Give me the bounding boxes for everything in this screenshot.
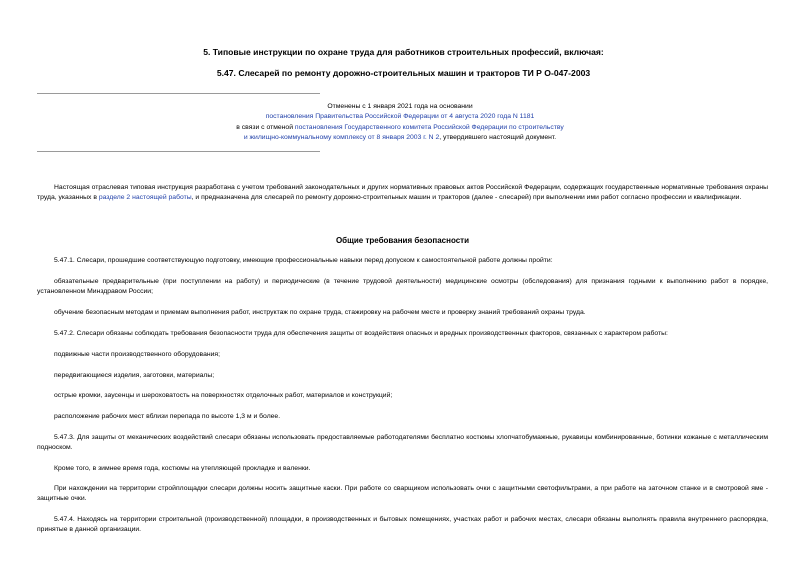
notice-link-gosstroy-decree-a[interactable]: постановления Государственного комитета Российской Федерации по строительству (294, 123, 564, 131)
paragraph: обязательные предварительные (при поступлении на работу) и периодические (в течение трудовой деятельности) медицинские осмотры (обследования) для признания годными к выполнению работ в порядке, установленном Минздравом России; (37, 278, 768, 296)
paragraph: При нахождении на территории стройплощадки слесари должны носить защитные каски. При работе со сварщиком использовать очки с защитными светофильтрами, а при работе на заточном станке и в смотровой яме - защитные очки. (37, 485, 768, 503)
paragraph: 5.47.4. Находясь на территории строительной (производственной) площадки, в производственных и бытовых помещениях, участках работ и рабочих местах, слесари обязаны выполнять правила внутреннего распорядка, принятые в данной организации. (37, 516, 768, 534)
paragraph: Кроме того, в зимнее время года, костюмы на утепляющей прокладке и валенки. (54, 465, 311, 472)
paragraph: расположение рабочих мест вблизи перепада по высоте 1,3 м и более. (54, 413, 281, 420)
link-section-2[interactable]: разделе 2 настоящей работы (98, 194, 192, 202)
section-title: Общие требования безопасности (335, 236, 470, 245)
paragraph: острые кромки, заусенцы и шероховатость на поверхностях отделочных работ, материалов и конструкций; (54, 392, 393, 399)
document-body (37, 0, 768, 571)
paragraph: передвигающиеся изделия, заготовки, материалы; (54, 372, 215, 379)
intro-paragraph: Настоящая отраслевая типовая инструкция разработана с учетом требований законодательных и других нормативных правовых актов Российской Федерации, содержащих государственные нормативные требования охраны труда, указанных в разделе 2 настоящей работы, и предназначена для слесарей по ремонту дорожно-строительных машин и тракторов (далее - слесарей) при выполнении ими работ согласно профессии и квалификации. (37, 184, 768, 202)
notice-link-government-decree[interactable]: постановления Правительства Российской Федерации от 4 августа 2020 года N 1181 (265, 113, 535, 121)
document-heading-section: 5. Типовые инструкции по охране труда для работников строительных профессий, включая: (203, 47, 604, 57)
paragraph: подвижные части производственного оборудования; (54, 351, 220, 358)
document-heading-title: 5.47. Слесарей по ремонту дорожно-строительных машин и тракторов ТИ Р О-047-2003 (216, 68, 591, 78)
notice-line-3-prefix: в связи с отменой (236, 123, 293, 131)
paragraph: 5.47.2. Слесари обязаны соблюдать требования безопасности труда для обеспечения защиты от воздействия опасных и вредных производственных факторов, связанных с характером работы: (54, 330, 668, 337)
paragraph: 5.47.3. Для защиты от механических воздействий слесари обязаны использовать предоставляемые работодателями бесплатно костюмы хлопчатобумажные, рукавицы комбинированные, ботинки кожаные с металлическим подноском. (37, 434, 768, 452)
paragraph: 5.47.1. Слесари, прошедшие соответствующую подготовку, имеющие профессиональные навыки перед допуском к самостоятельной работе должны пройти: (54, 257, 553, 264)
notice-link-gosstroy-decree-b[interactable]: и жилищно-коммунальному комплексу от 8 января 2003 г. N 2 (243, 133, 440, 141)
notice-line-4-suffix: , утвердившего настоящий документ. (439, 133, 557, 141)
paragraph: обучение безопасным методам и приемам выполнения работ, инструктаж по охране труда, стажировку на рабочем месте и проверку знаний требований охраны труда. (54, 309, 586, 316)
notice-line-1: Отменены с 1 января 2021 года на основании (327, 103, 473, 110)
